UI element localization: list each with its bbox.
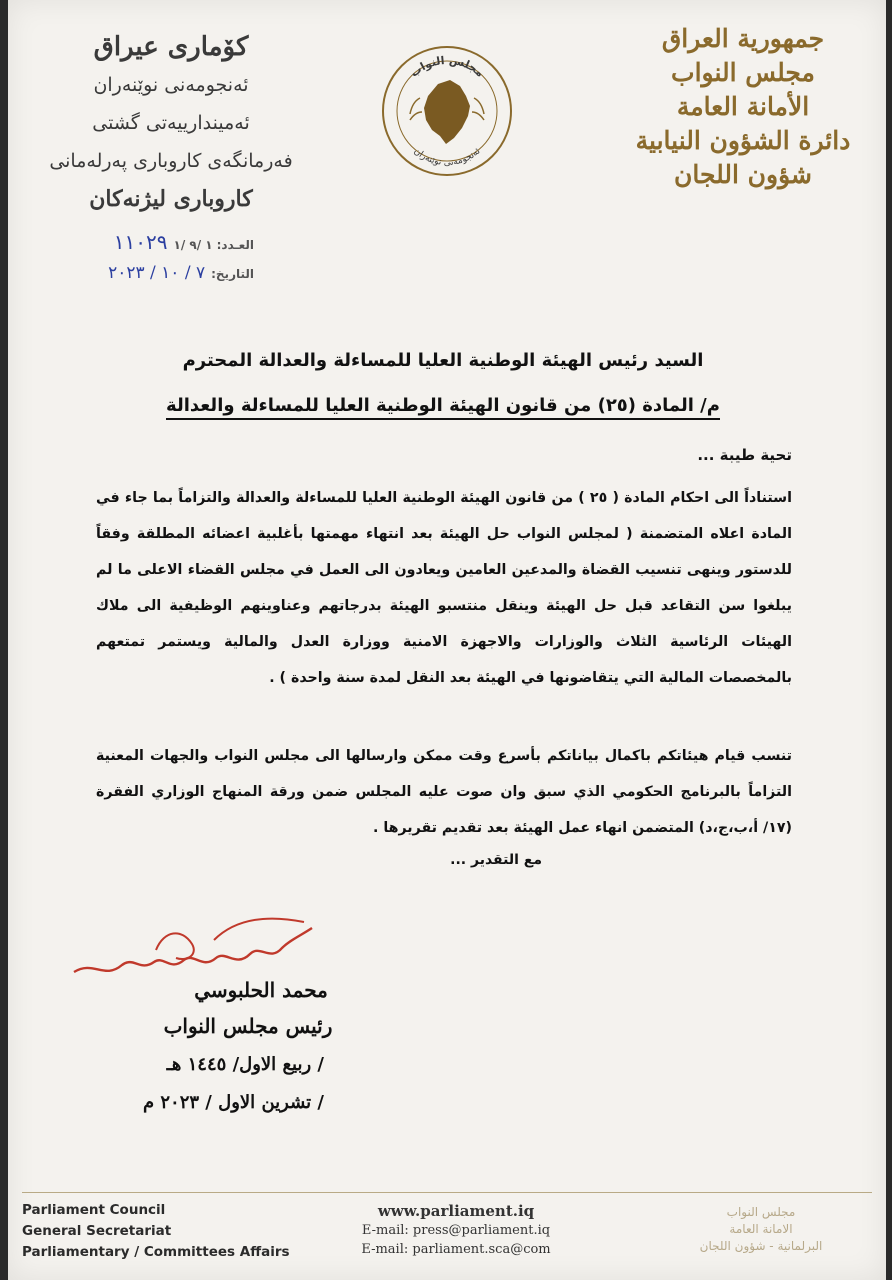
header-line-committees: شؤون اللجان [674,160,812,189]
footer-email-press[interactable]: E-mail: press@parliament.iq [361,1223,551,1238]
footer-secretariat: General Secretariat [22,1223,172,1239]
signer-title: رئيس مجلس النواب [163,1014,333,1038]
reference-block [54,228,254,288]
letter-page [8,0,886,1280]
reference-date-row [54,259,254,288]
subject-line [158,395,728,416]
closing-line: مع التقدير ... [450,852,542,868]
signer-name: محمد الحلبوسي [194,978,328,1002]
footer-ar-council: مجلس النواب [726,1205,796,1219]
reference-number-row [54,228,254,259]
header-line-secretariat: الأمانة العامة [676,92,810,121]
footer-email-sca[interactable]: E-mail: parliament.sca@com [361,1242,551,1257]
kurdish-line-committees: کاروباری لیژنه‌کان [89,186,253,212]
seal-top-text: مجلس النواب [407,53,487,80]
footer-council: Parliament Council [22,1202,166,1218]
body-paragraph-1: استناداً الى احكام المادة ( ٢٥ ) من قانون الهيئة الوطنية العليا للمساءلة والعدالة والتزاماً بما جاء في المادة اعلاه المتضمنة ( لمجلس النواب حل الهيئة بعد انتهاء مهمتها بأغلبية اعضائه المطلقة وفقاً للدستور وينهى تنسيب القضاة والمدعين العامين ويعادون الى العمل في مجلس القضاء الاعلى ما لم يبلغوا سن التقاعد قبل حل الهيئة وينقل منتسبو الهيئة بدرجاتهم وعناوينهم الوظيفية الى ملاك الهيئات الرئاسية الثلاث والوزارات والاجهزة الامنية ووزارة العدل والمالية ويستمر تمتعهم بالمخصصات المالية التي يتقاضونها في الهيئة بعد النقل لمدة سنة واحدة ) . [96,490,792,686]
subject-text: م/ المادة (٢٥) من قانون الهيئة الوطنية العليا للمساءلة والعدالة [166,395,720,420]
footer-arabic-block [686,1204,836,1255]
header-line-council: مجلس النواب [671,58,815,87]
number-printed: ١ /٩ /١ [173,238,213,252]
header-line-republic: جمهورية العراق [661,24,825,53]
footer-website[interactable]: www.parliament.iq [377,1202,535,1220]
number-label: العـدد: [216,238,254,252]
date-handwritten: ٧ / ١٠ / ٢٠٢٣ [108,263,206,283]
kurdish-line-republic: كۆماری عیراق [93,32,249,62]
footer-ar-affairs: البرلمانية - شؤون اللجان [699,1239,823,1253]
kurdish-line-department: فه‌رمانگه‌ی کاروباری په‌رله‌مانی [49,150,293,172]
svg-text:ئەنجومەنی نوێنەران [412,146,483,168]
hijri-date: / ربيع الاول/ ١٤٤٥ هـ [166,1054,324,1075]
svg-text:مجلس النواب [408,54,487,80]
number-handwritten: ١١٠٢٩ [113,230,168,254]
footer-ar-secretariat: الامانة العامة [729,1222,793,1236]
date-label: التاريخ: [211,267,254,281]
header-line-department: دائرة الشؤون النيابية [635,126,851,155]
seal-bottom-text: ئەنجومەنی نوێنەران [411,146,483,169]
parliament-seal-icon [380,44,514,178]
kurdish-line-secretariat: ئه‌میندارییه‌تی گشتی [92,112,250,134]
kurdish-line-council: ئه‌نجومه‌نی نوێنه‌ران [93,74,249,96]
body-paragraph-2: تنسب قيام هيئاتكم باكمال بياناتكم بأسرع وقت ممكن وارسالها الى مجلس النواب والجهات المعنية التزاماً بالبرنامج الحكومي الذي سبق وان صوت عليه المجلس ضمن ورقة المنهاج الوزاري الفقرة (١٧/ أ،ب،ج،د) المتضمن انهاء عمل الهيئة بعد تقديم تقريرها . [96,748,792,836]
footer-divider [22,1192,872,1193]
footer-contact-block [324,1202,588,1259]
footer-affairs: Parliamentary / Committees Affairs [22,1244,290,1260]
greeting: تحية طيبة ... [697,446,792,464]
addressee-line: السيد رئيس الهيئة الوطنية العليا للمساءلة والعدالة المحترم [182,350,704,371]
header-kurdish-block [26,28,316,218]
footer-english-block [22,1200,322,1263]
header-arabic-block [628,22,858,192]
gregorian-date: / تشرين الاول / ٢٠٢٣ م [142,1092,324,1113]
